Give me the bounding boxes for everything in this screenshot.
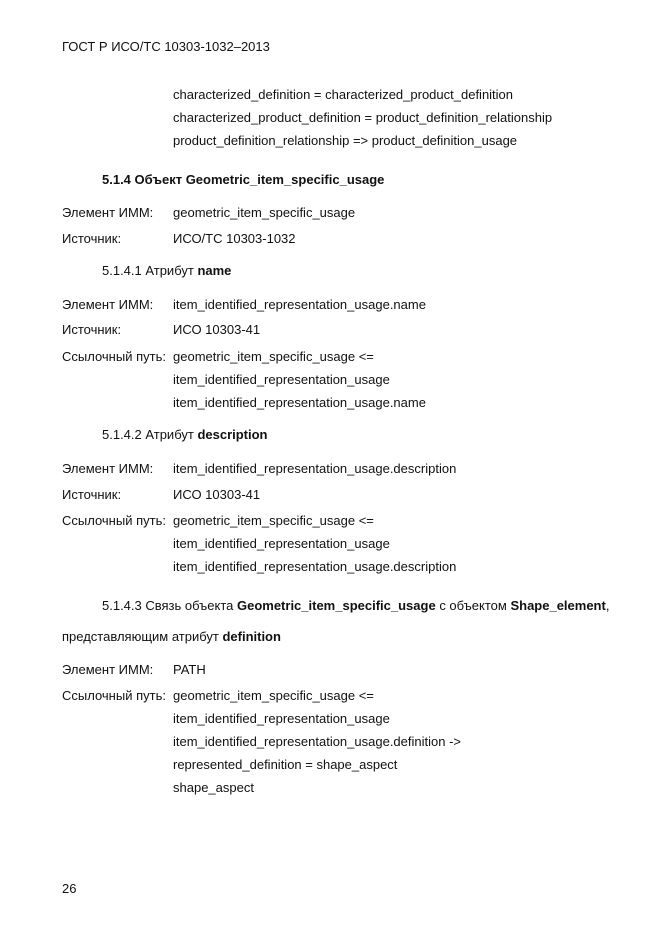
heading-entity: Geometric_item_specific_usage: [185, 172, 385, 187]
ref-path-line: geometric_item_specific_usage <=: [173, 349, 374, 364]
ref-path-line: geometric_item_specific_usage <=: [173, 513, 374, 528]
section-heading-continuation: [62, 629, 281, 645]
field-label: Ссылочный путь:: [62, 688, 166, 703]
ref-path-line: represented_definition = shape_aspect: [173, 757, 398, 772]
field-label: Элемент ИММ:: [62, 461, 154, 476]
heading-entity: Geometric_item_specific_usage: [236, 598, 436, 613]
field-value: ИСО/ТС 10303-1032: [173, 231, 296, 246]
page-number: 26: [62, 881, 77, 896]
field-label: Источник:: [62, 487, 122, 502]
heading-end: ,: [605, 598, 610, 613]
intro-line: characterized_product_definition = product_definition_relationship: [173, 110, 553, 125]
heading-attribute: name: [197, 263, 232, 278]
heading-mid: с объектом: [435, 598, 511, 613]
ref-path-line: item_identified_representation_usage: [173, 711, 390, 726]
heading-attribute: definition: [222, 629, 281, 644]
intro-line: product_definition_relationship => product_definition_usage: [173, 133, 518, 148]
ref-path-line: item_identified_representation_usage: [173, 536, 390, 551]
page-header: ГОСТ Р ИСО/ТС 10303-1032–2013: [62, 39, 270, 54]
ref-path-line: geometric_item_specific_usage <=: [173, 688, 374, 703]
heading-prefix: 5.1.4.2 Атрибут: [102, 427, 198, 442]
field-label: Ссылочный путь:: [62, 349, 166, 364]
field-value: ИСО 10303-41: [173, 487, 261, 502]
ref-path-line: item_identified_representation_usage: [173, 372, 390, 387]
field-value: PATH: [173, 662, 206, 677]
field-value: item_identified_representation_usage.name: [173, 297, 426, 312]
field-value: item_identified_representation_usage.description: [173, 461, 457, 476]
ref-path-line: item_identified_representation_usage.name: [173, 395, 426, 410]
ref-path-line: shape_aspect: [173, 780, 254, 795]
heading-prefix: 5.1.4.1 Атрибут: [102, 263, 198, 278]
heading-text: представляющим атрибут: [62, 629, 223, 644]
field-label: Элемент ИММ:: [62, 297, 154, 312]
heading-prefix: 5.1.4 Объект: [102, 172, 186, 187]
section-heading-5-1-4: [102, 172, 384, 188]
heading-attribute: description: [197, 427, 268, 442]
field-label: Ссылочный путь:: [62, 513, 166, 528]
field-label: Элемент ИММ:: [62, 662, 154, 677]
field-value: ИСО 10303-41: [173, 322, 261, 337]
field-label: Элемент ИММ:: [62, 205, 154, 220]
intro-line: characterized_definition = characterized_product_definition: [173, 87, 514, 102]
field-label: Источник:: [62, 231, 122, 246]
ref-path-line: item_identified_representation_usage.description: [173, 559, 457, 574]
section-heading-5-1-4-1: [102, 263, 231, 279]
section-heading-5-1-4-2: [102, 427, 268, 443]
section-heading-5-1-4-3: [102, 598, 609, 614]
ref-path-line: item_identified_representation_usage.definition ->: [173, 734, 461, 749]
field-label: Источник:: [62, 322, 122, 337]
heading-target-entity: Shape_element: [510, 598, 606, 613]
field-value: geometric_item_specific_usage: [173, 205, 356, 220]
heading-prefix: 5.1.4.3 Связь объекта: [102, 598, 237, 613]
